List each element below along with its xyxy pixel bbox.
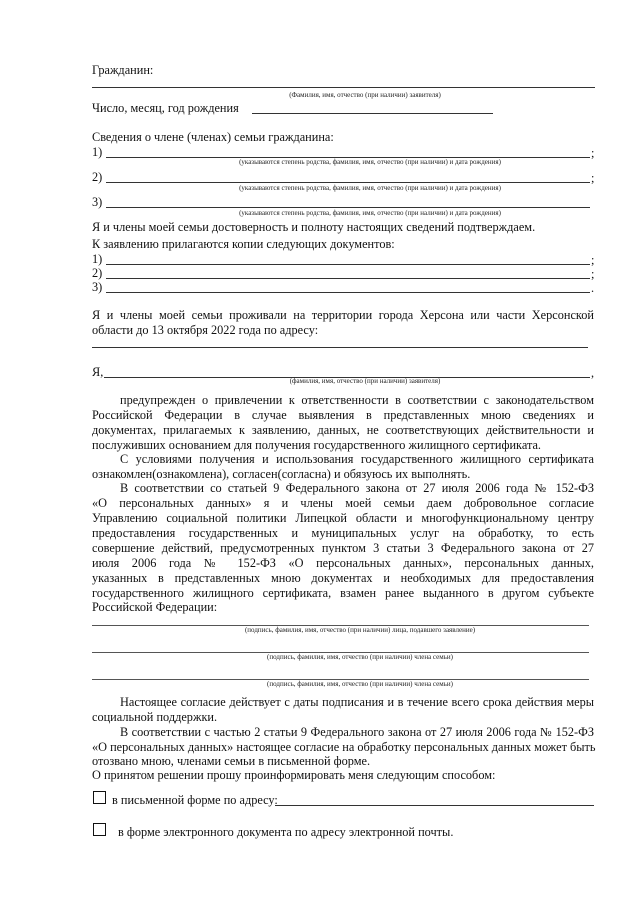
declarant-prefix: Я, [92, 365, 104, 379]
consent-text-line: государственного жилищного сертификата, взамен ранее выданного в другом субъекте [92, 586, 594, 600]
consent-text-line: «О персональных данных» я и члены моей семьи даем добровольное согласие [92, 496, 594, 510]
revocation-text-line: «О персональных данных» настоящее согласие на обработку персональных данных может быть [92, 740, 596, 754]
validity-text-line: социальной поддержки. [92, 710, 218, 724]
document-item-field[interactable] [106, 292, 590, 293]
signature-caption: (подпись, фамилия, имя, отчество (при наличии) лица, подавшего заявление) [244, 626, 476, 634]
document-item-num: 3) [92, 280, 103, 294]
family-member-num: 1) [92, 145, 103, 159]
conditions-text-line: ознакомлен(ознакомлена), согласен(согласна) и обязуюсь их выполнять. [92, 467, 471, 481]
family-member-caption: (указываются степень родства, фамилия, имя, отчество (при наличии) и дата рождения) [239, 158, 501, 166]
paper-form-address-field[interactable] [275, 805, 594, 806]
document-item-num: 2) [92, 266, 103, 280]
conditions-text-line: С условиями получения и использования государственного жилищного сертификата [120, 452, 594, 466]
citizen-name-caption: (Фамилия, имя, отчество (при наличии) заявителя) [289, 91, 441, 99]
dob-field[interactable] [252, 113, 493, 114]
family-member-num: 2) [92, 170, 103, 184]
citizen-name-field[interactable] [92, 87, 595, 88]
document-item-num: 1) [92, 252, 103, 266]
electronic-form-label: в форме электронного документа по адресу электронной почты. [118, 825, 454, 839]
consent-text-line: совершение действий, предусмотренных пунктом 3 статьи 3 Федерального закона от 27 [92, 541, 594, 555]
residence-address-field[interactable] [92, 347, 588, 348]
paper-form-label: в письменной форме по адресу: [112, 793, 278, 807]
family-member-num: 3) [92, 195, 103, 209]
consent-text-line: Управлению социальной политики Липецкой области и многофункциональному центру [92, 511, 594, 525]
consent-text-line: предоставления государственных и муниципальных услуг на обработку, то есть [92, 526, 594, 540]
consent-text-line: указанных в представленных мною документах и необходимых для предоставления [92, 571, 594, 585]
declarant-end: , [591, 366, 595, 380]
document-item-end: . [591, 281, 595, 295]
family-member-field[interactable] [106, 182, 590, 183]
liability-text-line: предупрежден о привлечении к ответственности в соответствии с законодательством [120, 393, 594, 407]
family-member-caption: (указываются степень родства, фамилия, имя, отчество (при наличии) и дата рождения) [239, 184, 501, 192]
signature-caption: (подпись, фамилия, имя, отчество (при наличии) члена семьи) [267, 653, 453, 661]
consent-text-line: Российской Федерации: [92, 600, 218, 614]
family-member-end: ; [591, 171, 595, 185]
electronic-form-checkbox[interactable] [93, 823, 106, 836]
citizen-label: Гражданин: [92, 63, 154, 77]
dob-label: Число, месяц, год рождения [92, 101, 239, 115]
signature-caption: (подпись, фамилия, имя, отчество (при наличии) члена семьи) [267, 680, 453, 688]
document-item-end: ; [591, 253, 595, 267]
family-member-field[interactable] [106, 207, 590, 208]
liability-text-line: Российской Федерации в случае выявления в представленных мною сведениях и [92, 408, 594, 422]
family-heading: Сведения о члене (членах) семьи гражданина: [92, 130, 334, 144]
validity-text-line: Настоящее согласие действует с даты подписания и в течение всего срока действия меры [120, 695, 594, 709]
residence-text-line: Я и члены моей семьи проживали на территории города Херсона или части Херсонской [92, 308, 594, 322]
residence-text-line: области до 13 октября 2022 года по адресу: [92, 323, 319, 337]
consent-text-line: июля 2006 года № 152-ФЗ «О персональных данных», персональных данных, [92, 556, 594, 570]
family-member-end: ; [591, 146, 595, 160]
consent-text-line: В соответствии со статьей 9 Федерального закона от 27 июля 2006 года № 152-ФЗ [120, 481, 594, 495]
liability-text-line: послуживших основанием для получения государственного жилищного сертификата. [92, 438, 542, 452]
revocation-text-line: отозвано мною, членами семьи в письменной форме. [92, 754, 371, 768]
family-confirm-text: Я и члены моей семьи достоверность и полноту настоящих сведений подтверждаем. [92, 220, 536, 234]
paper-form-checkbox[interactable] [93, 791, 106, 804]
documents-heading: К заявлению прилагаются копии следующих документов: [92, 237, 395, 251]
liability-text-line: документах, прилагаемых к заявлению, данных, не соответствующих действительности и [92, 423, 594, 437]
revocation-text-line: В соответствии с частью 2 статьи 9 Федерального закона от 27 июля 2006 года № 152-ФЗ [120, 725, 594, 739]
inform-method-text: О принятом решении прошу проинформировать меня следующим способом: [92, 768, 496, 782]
document-item-end: ; [591, 267, 595, 281]
document-item-field[interactable] [106, 264, 590, 265]
declarant-caption: (фамилия, имя, отчество (при наличии) заявителя) [289, 377, 441, 385]
document-item-field[interactable] [106, 278, 590, 279]
family-member-caption: (указываются степень родства, фамилия, имя, отчество (при наличии) и дата рождения) [239, 209, 501, 217]
